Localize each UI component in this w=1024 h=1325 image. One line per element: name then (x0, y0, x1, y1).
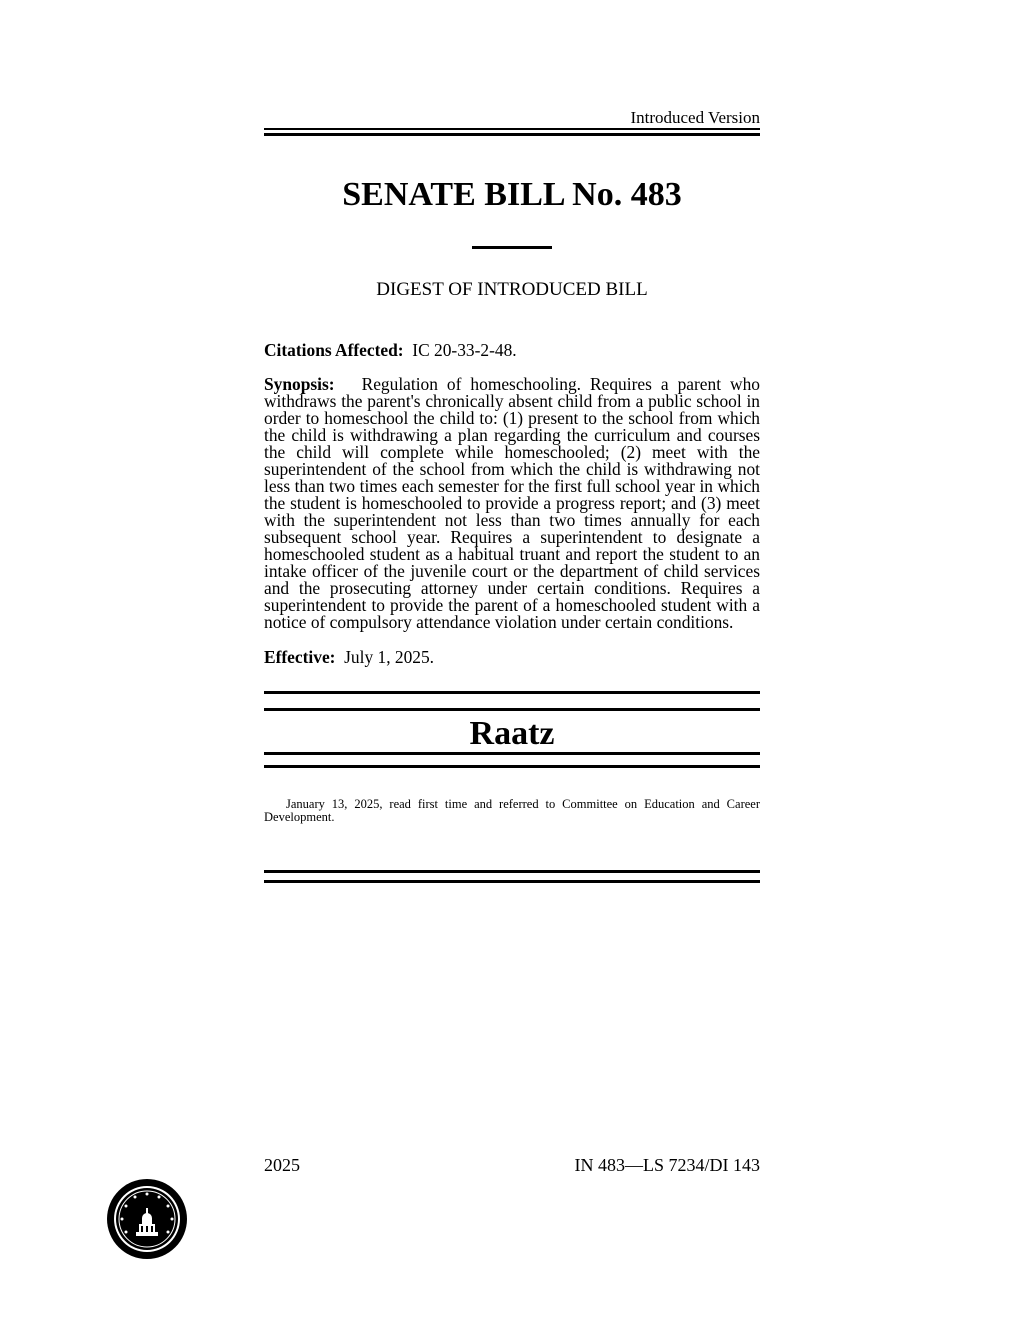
sponsor-rule-3 (264, 752, 760, 755)
citations-label: Citations Affected: (264, 340, 404, 360)
effective-value: July 1, 2025. (344, 647, 435, 667)
state-seal-icon (106, 1178, 188, 1260)
synopsis (264, 376, 760, 631)
end-rule-1 (264, 870, 760, 873)
sponsor-rule-1 (264, 691, 760, 694)
bill-title: SENATE BILL No. 483 (342, 176, 682, 213)
digest-heading: DIGEST OF INTRODUCED BILL (376, 279, 648, 300)
title-divider (472, 246, 552, 249)
footer-year: 2025 (264, 1155, 300, 1175)
version-label: Introduced Version (630, 108, 760, 127)
header-rule-bottom (264, 133, 760, 136)
citations-value: IC 20-33-2-48. (412, 340, 517, 360)
end-rule-2 (264, 880, 760, 883)
reading-note: January 13, 2025, read first time and referred to Committee on Education and Career Development. (264, 797, 760, 824)
sponsor-rule-4 (264, 765, 760, 768)
synopsis-text: Regulation of homeschooling. Requires a parent who withdraws the parent's chronically absent child from a public school in order to homeschool the child to: (1) present to the school from which the child is withdrawing a plan regarding the curriculum and courses the child will complete while homeschooled; (2) meet with the superintendent of the school from which the child is withdrawing not less than two times each semester for the first full school year in which the student is homeschooled to provide a progress report; and (3) meet with the superintendent not less than two times annually for each subsequent school year. Requires a superintendent to designate a homeschooled student as a habitual truant and report the student to an intake officer of the juvenile court or the department of child services and the prosecuting attorney under certain conditions. Requires a superintendent to provide the parent of a homeschooled student with a notice of compulsory attendance violation under certain conditions. (264, 374, 761, 632)
bill-page (264, 0, 760, 1325)
footer-bill-id: IN 483—LS 7234/DI 143 (574, 1155, 760, 1175)
citations-affected (264, 342, 760, 359)
header-rule-top (264, 128, 760, 130)
effective-date (264, 649, 760, 666)
synopsis-label: Synopsis: (264, 374, 335, 394)
sponsor-rule-2 (264, 708, 760, 711)
effective-label: Effective: (264, 647, 336, 667)
sponsor-name: Raatz (469, 715, 555, 752)
